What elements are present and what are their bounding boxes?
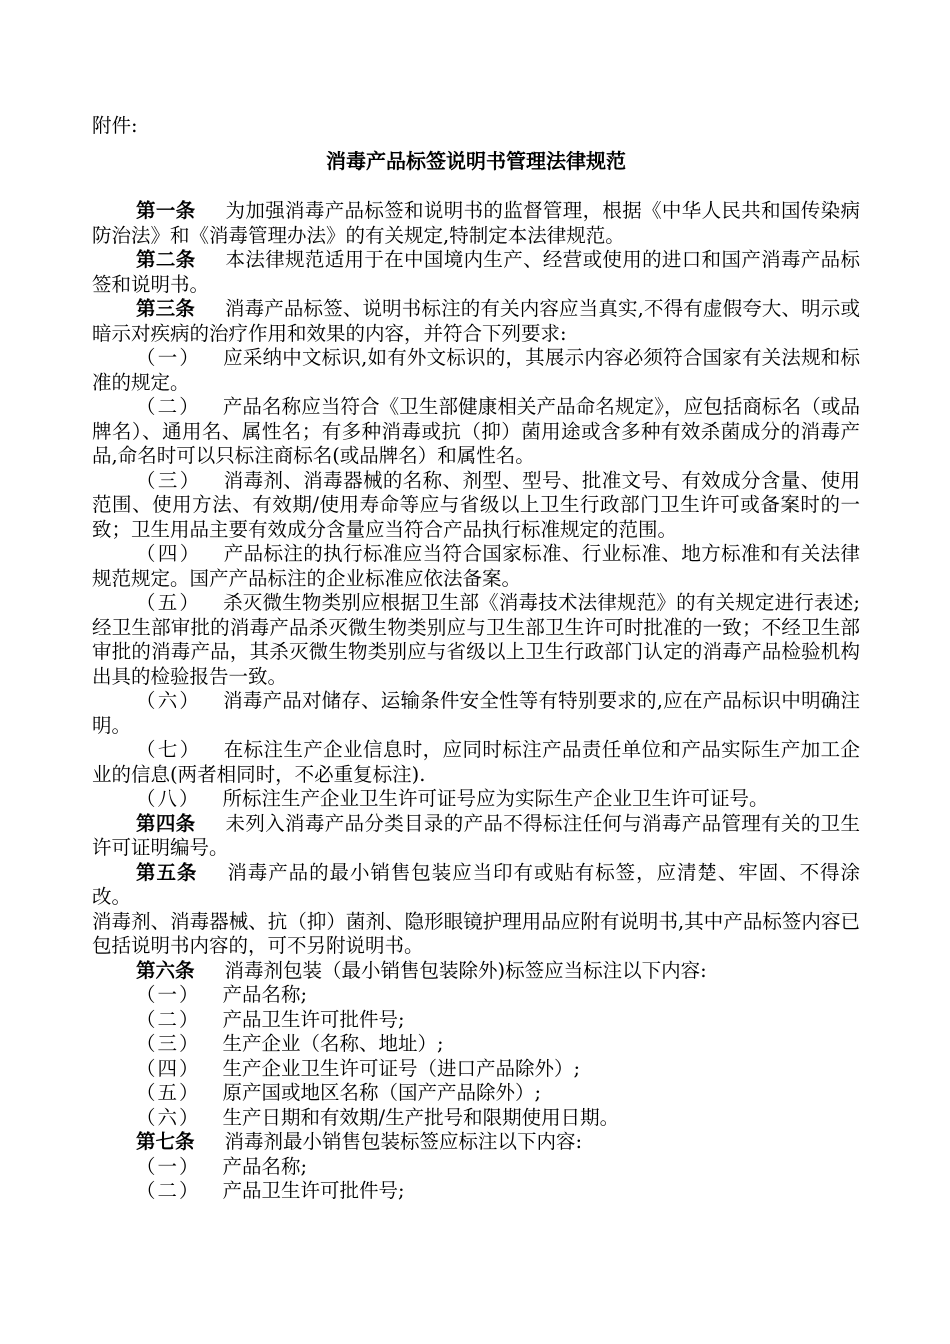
item-text: 生产企业（名称、地址）; [222, 1032, 444, 1055]
item-number: （三） [136, 468, 202, 492]
article-text: 消毒产品标签、说明书标注的有关内容应当真实,不得有虚假夸大、明示或暗示对疾病的治疗作用和效果的内容，并符合下列要求: [92, 297, 860, 345]
item-number: （六） [136, 689, 202, 712]
item-number: （二） [136, 1007, 201, 1031]
article-text: 为加强消毒产品标签和说明书的监督管理，根据《中华人民共和国传染病防治法》和《消毒管理办法》的有关规定,特制定本法律规范。 [92, 199, 860, 247]
article-2 [92, 248, 860, 297]
item-number: （五） [136, 591, 202, 614]
item-text: 所标注生产企业卫生许可证号应为实际生产企业卫生许可证号。 [222, 787, 769, 810]
article-text: 消毒剂包装（最小销售包装除外)标签应当标注以下内容: [224, 958, 707, 982]
article-label: 第一条 [136, 199, 196, 222]
document-title: 消毒产品标签说明书管理法律规范 [326, 148, 626, 173]
article-label: 第六条 [136, 958, 195, 982]
list-item [92, 346, 860, 395]
item-number: （四） [136, 542, 202, 565]
item-text: 产品标注的执行标准应当符合国家标准、行业标准、地方标准和有关法律规范规定。国产产品标注的企业标准应依法备案。 [92, 542, 860, 590]
item-number: （六） [136, 1105, 201, 1129]
article-label: 第七条 [136, 1130, 195, 1153]
article-5-paragraph: 消毒剂、消毒器械、抗（抑）菌剂、隐形眼镜护理用品应附有说明书,其中产品标签内容已包括说明书内容的，可不另附说明书。 [92, 909, 860, 957]
item-number: （一） [136, 983, 201, 1006]
item-text: 产品卫生许可批件号; [222, 1007, 405, 1031]
list-item [92, 738, 860, 787]
list-item [92, 1106, 860, 1131]
item-number: （一） [136, 346, 202, 369]
list-item [92, 689, 860, 738]
article-label: 第二条 [136, 248, 196, 271]
article-7 [92, 1130, 860, 1155]
item-text: 生产企业卫生许可证号（进口产品除外）; [222, 1056, 581, 1080]
item-number: （三） [136, 1032, 201, 1055]
list-item [92, 1179, 860, 1204]
item-text: 消毒产品对储存、运输条件安全性等有特别要求的,应在产品标识中明确注明。 [92, 689, 860, 737]
list-item [92, 1081, 860, 1106]
article-3 [92, 297, 860, 346]
list-item [92, 591, 860, 689]
item-number: （七） [136, 738, 202, 761]
item-number: （一） [136, 1154, 201, 1178]
item-text: 产品名称应当符合《卫生部健康相关产品命名规定》，应包括商标名（或品牌名）、通用名、属性名；有多种消毒或抗（抑）菌用途或含多种有效杀菌成分的消毒产品,命名时可以只标注商标名(或品牌名）和属性名。 [92, 395, 860, 467]
article-label: 第五条 [136, 860, 198, 884]
article-text: 消毒剂最小销售包装标签应标注以下内容: [224, 1130, 583, 1153]
article-text: 消毒产品的最小销售包装应当印有或贴有标签，应清楚、牢固、不得涂改。 [92, 860, 860, 908]
list-item [92, 542, 860, 591]
list-item [92, 1008, 860, 1033]
list-item [92, 1155, 860, 1180]
article-1 [92, 199, 860, 248]
item-text: 在标注生产企业信息时，应同时标注产品责任单位和产品实际生产加工企业的信息(两者相同时，不必重复标注). [92, 738, 860, 786]
document-page [92, 114, 860, 1204]
list-item [92, 787, 860, 812]
item-text: 杀灭微生物类别应根据卫生部《消毒技术法律规范》的有关规定进行表述;经卫生部审批的消毒产品杀灭微生物类别应与卫生部卫生许可时批准的一致；不经卫生部审批的消毒产品，其杀灭微生物类别应与省级以上卫生行政部门认定的消毒产品检验机构出具的检验报告一致。 [92, 591, 860, 688]
item-text: 产品卫生许可批件号; [222, 1179, 405, 1202]
article-label: 第四条 [136, 811, 196, 835]
article-text: 本法律规范适用于在中国境内生产、经营或使用的进口和国产消毒产品标签和说明书。 [92, 248, 860, 296]
item-text: 消毒剂、消毒器械的名称、剂型、型号、批准文号、有效成分含量、使用范围、使用方法、有效期/使用寿命等应与省级以上卫生行政部门卫生许可或备案时的一致；卫生用品主要有效成分含量应当符合产品执行标准规定的范围。 [92, 468, 860, 541]
item-number: （八） [136, 787, 201, 810]
article-text: 未列入消毒产品分类目录的产品不得标注任何与消毒产品管理有关的卫生许可证明编号。 [92, 811, 860, 859]
item-text: 产品名称; [222, 983, 308, 1006]
list-item [92, 983, 860, 1008]
attachment-label: 附件: [92, 114, 138, 137]
item-text: 应采纳中文标识,如有外文标识的，其展示内容必须符合国家有关法规和标准的规定。 [92, 346, 860, 394]
list-item [92, 469, 860, 543]
item-text: 生产日期和有效期/生产批号和限期使用日期。 [222, 1105, 620, 1129]
item-number: （五） [136, 1081, 201, 1104]
item-number: （四） [136, 1056, 201, 1080]
article-4 [92, 812, 860, 861]
article-5 [92, 861, 860, 910]
article-label: 第三条 [136, 297, 195, 320]
article-6 [92, 959, 860, 984]
item-text: 产品名称; [222, 1154, 308, 1178]
item-text: 原产国或地区名称（国产产品除外）; [222, 1081, 542, 1104]
item-number: （二） [136, 1179, 201, 1202]
item-number: （二） [136, 395, 201, 418]
list-item [92, 1032, 860, 1057]
list-item [92, 395, 860, 469]
list-item [92, 1057, 860, 1082]
